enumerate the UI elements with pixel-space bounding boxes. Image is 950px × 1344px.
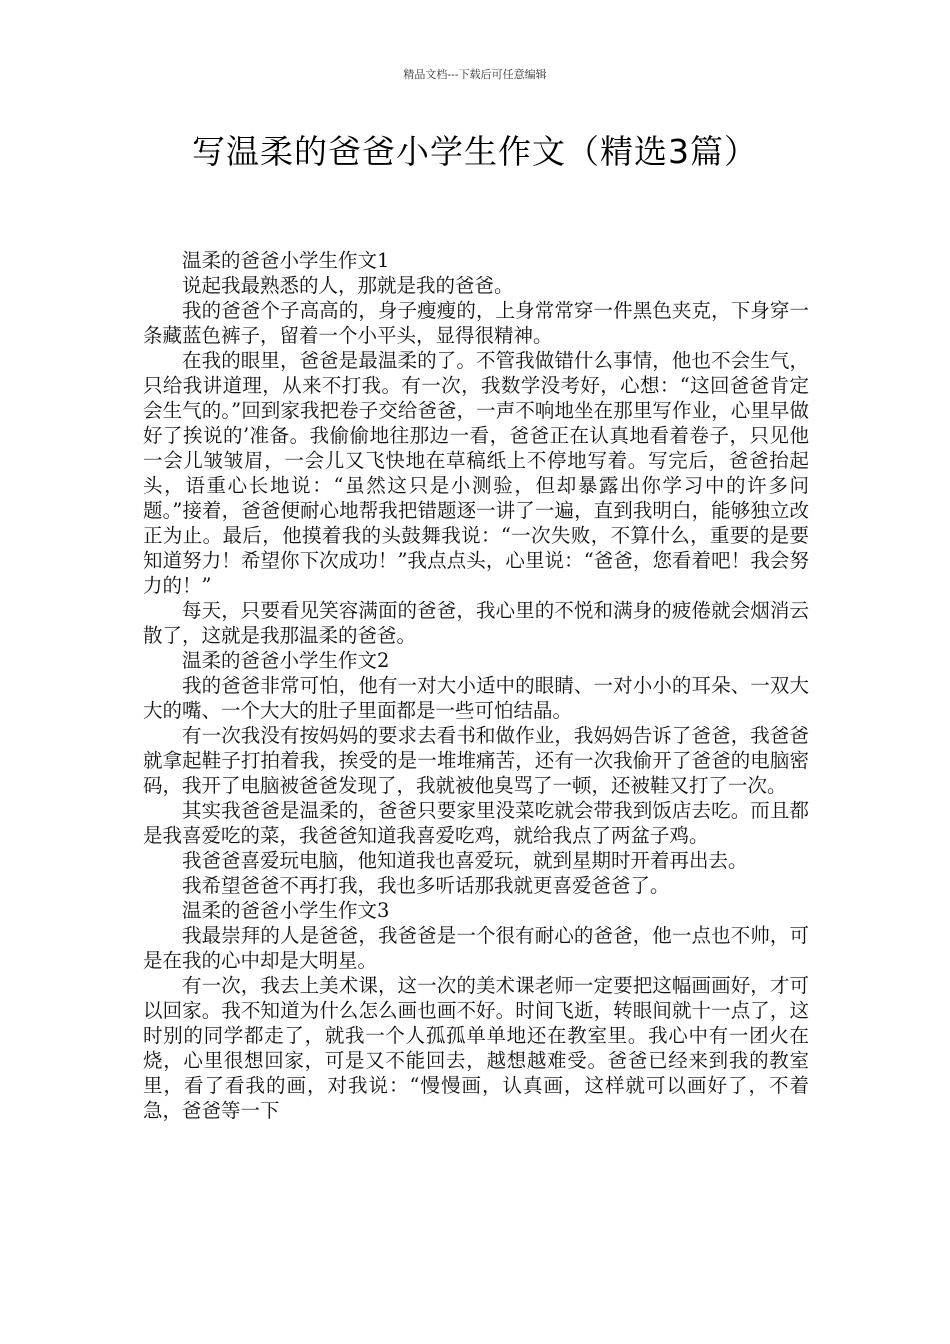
- paragraph: 说起我最熟悉的人，那就是我的爸爸。: [182, 274, 514, 297]
- paragraph: 我的爸爸个子高高的，身子瘦瘦的，上身常常穿一件黑色夹克，下身穿一条藏蓝色裤子，留着一个小平头，显得很精神。: [143, 299, 809, 347]
- paragraph: 我最崇拜的人是爸爸，我爸爸是一个很有耐心的爸爸，他一点也不帅，可是在我的心中却是大明星。: [143, 924, 809, 972]
- document-title: 写温柔的爸爸小学生作文（精选3篇）: [192, 132, 758, 171]
- section-heading: 温柔的爸爸小学生作文1: [182, 249, 390, 272]
- paragraph: 有一次我没有按妈妈的要求去看书和做作业，我妈妈告诉了爸爸，我爸爸就拿起鞋子打拍着我，挨受的是一堆堆痛苦，还有一次我偷开了爸爸的电脑密码，我开了电脑被爸爸发现了，我就被他臭骂了一顿，还被鞋又打了一次。: [143, 724, 809, 797]
- section-heading: 温柔的爸爸小学生作文3: [182, 899, 390, 922]
- document-body: [143, 248, 809, 1123]
- paragraph: 我的爸爸非常可怕，他有一对大小适中的眼睛、一对小小的耳朵、一双大大的嘴、一个大大的肚子里面都是一些可怕结晶。: [143, 674, 809, 722]
- paragraph: 有一次，我去上美术课，这一次的美术课老师一定要把这幅画画好，才可以回家。我不知道为什么怎么画也画不好。时间飞逝，转眼间就十一点了，这时别的同学都走了，就我一个人孤孤单单地还在教室里。我心中有一团火在烧，心里很想回家，可是又不能回去，越想越难受。爸爸已经来到我的教室里，看了看我的画，对我说：“慢慢画，认真画，这样就可以画好了，不着急，爸爸等一下: [143, 974, 809, 1122]
- paragraph: 我希望爸爸不再打我，我也多听话那我就更喜爱爸爸了。: [182, 874, 670, 897]
- paragraph: 其实我爸爸是温柔的，爸爸只要家里没菜吃就会带我到饭店去吃。而且都是我喜爱吃的菜，我爸爸知道我喜爱吃鸡，就给我点了两盆子鸡。: [143, 799, 809, 847]
- paragraph: 在我的眼里，爸爸是最温柔的了。不管我做错什么事情，他也不会生气，只给我讲道理，从来不打我。有一次，我数学没考好，心想：“这回爸爸肯定会生气的。”回到家我把卷子交给爸爸，一声不响地坐在那里写作业，心里早做好了挨说的’准备。我偷偷地往那边一看，爸爸正在认真地看着卷子，只见他一会儿皱皱眉，一会儿又飞快地在草稿纸上不停地写着。写完后，爸爸抬起头，语重心长地说：“虽然这只是小测验，但却暴露出你学习中的许多问题。”接着，爸爸便耐心地帮我把错题逐一讲了一遍，直到我明白，能够独立改正为止。最后，他摸着我的头鼓舞我说：“一次失败，不算什么，重要的是要知道努力！希望你下次成功！”我点点头，心里说：“爸爸，您看着吧！我会努力的！”: [143, 349, 809, 597]
- paragraph: 我爸爸喜爱玩电脑，他知道我也喜爱玩，就到星期时开着再出去。: [182, 849, 748, 872]
- section-heading: 温柔的爸爸小学生作文2: [182, 649, 390, 672]
- paragraph: 每天，只要看见笑容满面的爸爸，我心里的不悦和满身的疲倦就会烟消云散了，这就是我那温柔的爸爸。: [143, 599, 809, 647]
- header-note: 精品文档---下载后可任意编辑: [403, 68, 547, 81]
